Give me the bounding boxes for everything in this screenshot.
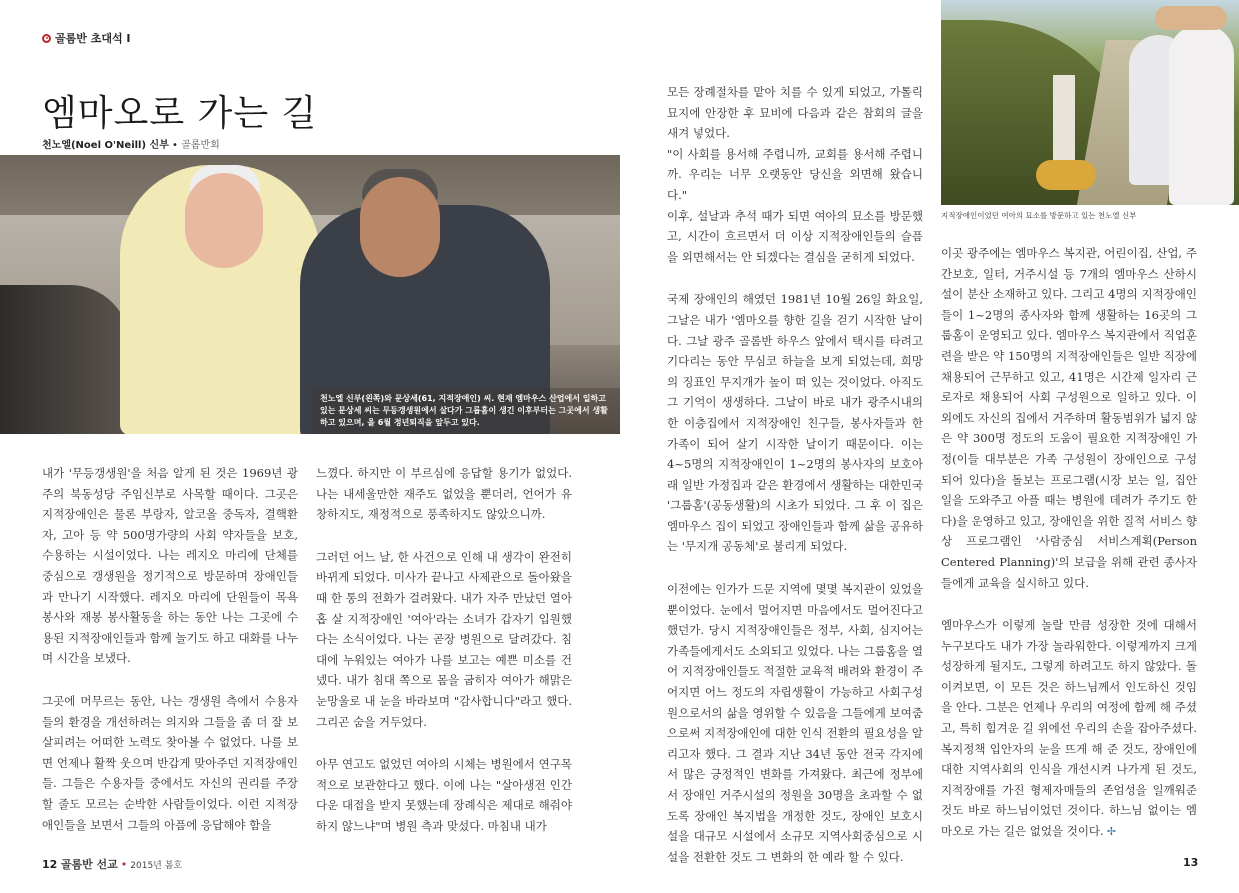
footer-right (1183, 856, 1198, 869)
main-photo-caption: 천노엘 신부(왼쪽)와 문상세(61, 지적장애인) 씨. 현재 엠마우스 산업에서 일하고 있는 문상세 씨는 무등갱생원에서 살다가 그룹홈이 생긴 이후부터는 그곳에서 생활하고 있으며, 올 6월 정년퇴직을 앞두고 있다. (312, 388, 620, 434)
col3-paragraph-3: 이전에는 인가가 드문 지역에 몇몇 복지관이 있었을 뿐이었다. 눈에서 멀어지면 마음에서도 멀어진다고 했던가. 당시 지적장애인들은 정부, 사회, 심지어는 가족들에게서도 소외되고 있었다. 나는 그룹홈을 열어 지적장애인들도 적절한 교육적 배려와 환경이 주어지면 어느 정도의 자립생활이 가능하고 사회구성원으로서의 삶을 영위할 수 있음을 그들에게 보여줌으로써 지적장애인에 대한 인식 전환의 필요성을 알리고자 했다. 그 결과 지난 34년 동안 전국 각지에서 많은 긍정적인 변화를 가져왔다. 최근에 정부에서 장애인 거주시설의 정원을 30명을 초과할 수 없도록 장애인 복지법을 개정한 것도, 장애인 보호시설을 대규모 시설에서 소규모 지역사회중심으로 시설을 전환한 것도 그 변화의 한 예라 할 수 있다. (667, 582, 923, 864)
issue-label: 2015년 봄호 (130, 861, 183, 871)
column-3 (667, 82, 923, 867)
col1-paragraph-1: 내가 '무등갱생원'을 처음 알게 된 것은 1969년 광주의 북동성당 주임신부로 사목할 때이다. 그곳은 지적장애인은 물론 부랑자, 알코올 중독자, 결핵환자, 고아 등 약 500명가량의 사회 약자들을 보호, 수용하는 시설이었다. 나는 레지오 마리에 단체를 중심으로 갱생원을 정기적으로 방문하며 장애인들과 만나기 시작했다. 레지오 마리에 단원들이 목욕 봉사와 재봉 봉사활동을 하는 동안 나는 그곳에 수용된 지적장애인들과 함께 놀기도 하고 대화를 나누며 시간을 보냈다. (42, 466, 298, 666)
author-org: 골롬반회 (181, 140, 220, 151)
article-title: 엠마오로 가는 길 (42, 93, 318, 134)
photo-gravestone (1053, 75, 1075, 170)
col2-paragraph-3: 아무 연고도 없었던 여아의 시체는 병원에서 연구목적으로 보관한다고 했다. 이에 나는 "살아생전 인간다운 대접을 받지 못했는데 장례식은 제대로 해줘야 하지 않느냐"며 병원 측과 맞섰다. 마침내 내가 (316, 757, 572, 833)
author-name: 천노엘(Noel O'Neill) 신부 (42, 140, 169, 151)
photo-flowers (1036, 160, 1096, 190)
col2-paragraph-2: 그러던 어느 날, 한 사건으로 인해 내 생각이 완전히 바뀌게 되었다. 미사가 끝나고 사제관으로 돌아왔을 때 한 통의 전화가 걸려왔다. 내가 자주 만났던 열아홉 살 지적장애인 '여아'라는 소녀가 갑자기 입원했다는 소식이었다. 나는 곧장 병원으로 달려갔다. 침대에 누워있는 여아가 나를 보고는 예쁜 미소를 건넸다. 내가 침대 쪽으로 몸을 굽히자 여아가 해맑은 눈망울로 내 눈을 바라보며 "감사합니다"라고 했다. 그리곤 숨을 거두었다. (316, 549, 572, 729)
main-photo (0, 155, 620, 434)
photo-hat (1155, 6, 1227, 30)
footer-bullet: • (120, 858, 128, 871)
col4-paragraph-1: 이곳 광주에는 엠마우스 복지관, 어린이집, 산업, 주간보호, 일터, 거주시설 등 7개의 엠마우스 산하시설이 분산 소재하고 있다. 그리고 4명의 지적장애인들이 1~2명의 종사자와 함께 생활하는 16곳의 그룹홈이 운영되고 있다. 엠마우스 복지관에서 직업훈련을 받은 약 150명의 지적장애인들은 일반 직장에 채용되어 근무하고 있고, 41명은 시간제 일자리 근로자로 채용되어 사회 구성원으로 일하고 있다. 이외에도 자신의 집에서 거주하며 활동범위가 넓지 않은 약 300명 정도의 도움이 필요한 지적장애인 가정(이들 대부분은 가족 구성원이 장애인으로 구성되어 있다)을 돌보는 프로그램(시장 보는 일, 집안일을 도와주고 아플 때는 병원에 데려가 주기도 한다)을 운영하고 있고, 장애인을 위한 질적 서비스 향상 프로그램인 '사람중심 서비스계획(Person Centered Planning)'의 보급을 위해 관련 종사자들에게 교육을 실시하고 있다. (941, 246, 1197, 590)
column-1 (42, 463, 298, 835)
photo-woman-figure (1169, 25, 1234, 205)
kicker-label: 골롬반 초대석 I (55, 32, 131, 45)
byline-separator: • (172, 140, 182, 151)
right-page-number: 13 (1183, 856, 1199, 869)
side-photo (941, 0, 1239, 205)
col3-paragraph-2: 국제 장애인의 해였던 1981년 10월 26일 화요일, 그날은 내가 '엠마오를 향한 길을 걷기 시작한 날이다. 그날 광주 골롬반 하우스 앞에서 택시를 타려고 기다리는 동안 무심코 하늘을 보게 되었는데, 희망의 징표인 무지개가 높이 떠 있는 것이었다. 아직도 그 기억이 생생하다. 그날이 바로 내가 광주시내의 한 이층집에서 지적장애인 친구들, 봉사자들과 한 가족이 되어 살기 시작한 날이기 때문이다. 이는 4~5명의 지적장애인이 1~2명의 봉사자의 보호아래 일반 가정집과 같은 환경에서 생활하는 대한민국 '그룹홈'(공동생활)의 시초가 되었다. 그 후 이 집은 엠마우스 집이 되었고 장애인들과 함께 삶을 공유하는 '무지개 공동체'로 불리게 되었다. (667, 292, 923, 554)
photo-man-face (360, 177, 440, 277)
footer-left (42, 856, 182, 872)
end-mark-icon: ✢ (1106, 825, 1116, 839)
col4-paragraph-2-text: 엠마우스가 이렇게 놀랄 만큼 성장한 것에 대해서 누구보다도 내가 가장 놀라워한다. 이렇게까지 크게 성장하게 될지도, 그렇게 하려고도 하지 않았다. 돌이켜보면, 이 모든 것은 하느님께서 인도하신 것임을 안다. 그분은 언제나 우리의 여정에 함께 해 주셨고, 특히 힘겨운 길 위에선 우리의 손을 잡아주셨다. 복지정책 입안자의 눈을 뜨게 해 준 것도, 장애인에 대한 지역사회의 인식을 개선시켜 나가게 된 것도, 지적장애를 가진 형제자매들의 존엄성을 일깨워준 것도 바로 하느님이었던 것이다. 하느님 없이는 엠마오로 가는 길은 없었을 것이다. (941, 618, 1197, 839)
column-2 (316, 463, 572, 837)
side-photo-caption: 지적장애인이었던 여아의 묘소를 방문하고 있는 천노엘 신부 (941, 211, 1137, 220)
col4-paragraph-2 (941, 615, 1197, 843)
column-4 (941, 243, 1197, 843)
col1-paragraph-2: 그곳에 머무르는 동안, 나는 갱생원 측에서 수용자들의 환경을 개선하려는 의지와 그들을 좀 더 잘 보살피려는 어떠한 노력도 찾아볼 수 없었다. 나를 보면 언제나 활짝 웃으며 반갑게 맞아주던 지적장애인들. 그들은 수용자들 중에서도 자신의 권리를 주장할 줄도 모르는 순박한 사람들이었다. 이런 지적장애인들을 보면서 그들의 아픔에 응답해야 함을 (42, 693, 298, 832)
target-icon (42, 34, 51, 43)
byline (42, 136, 220, 151)
photo-shadow (0, 285, 130, 434)
col2-paragraph-1: 느꼈다. 하지만 이 부르심에 응답할 용기가 없었다. 나는 내세울만한 재주도 없었을 뿐더러, 언어가 유창하지도, 재정적으로 풍족하지도 않았으니까. (316, 466, 572, 522)
col3-paragraph-1: 모든 장례절차를 맡아 치를 수 있게 되었고, 가톨릭 묘지에 안장한 후 묘비에 다음과 같은 참회의 글을 새겨 넣었다. "이 사회를 용서해 주렵니까, 교회를 용서해 주렵니까. 우리는 너무 오랫동안 당신을 외면해 왔습니다." 이후, 설날과 추석 때가 되면 여아의 묘소를 방문했고, 시간이 흐르면서 더 이상 지적장애인들의 슬픔을 외면해서는 안 되겠다는 결심을 굳히게 되었다. (667, 85, 923, 264)
photo-priest-face (185, 173, 263, 268)
left-page-number: 12 (42, 858, 58, 871)
magazine-name: 골롬반 선교 (60, 858, 118, 871)
section-kicker (42, 30, 131, 46)
